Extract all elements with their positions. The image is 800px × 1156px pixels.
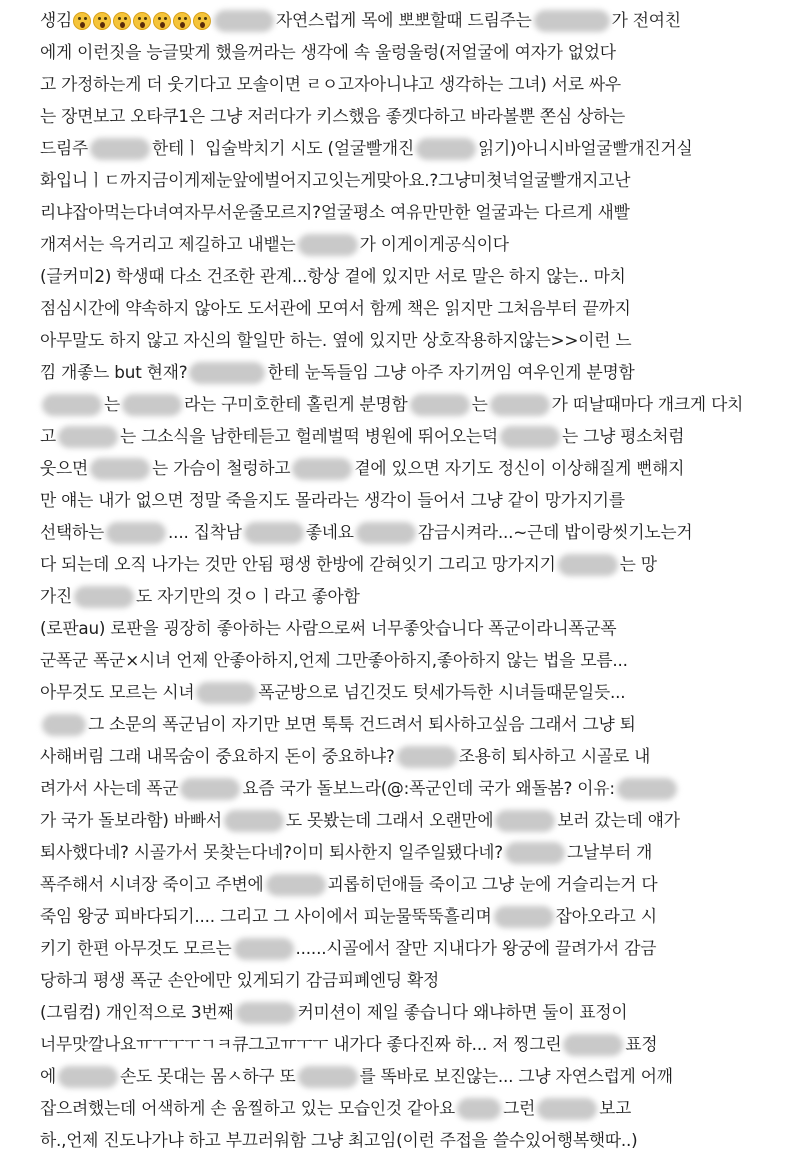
- line-text: 가진: [40, 586, 73, 606]
- line-text: 표정: [625, 1034, 658, 1054]
- redacted-name: [298, 1066, 358, 1088]
- text-line: [40, 708, 790, 740]
- line-text: 려가서 사는데 폭군: [40, 778, 179, 798]
- line-text: (그림컴) 개인적으로 3번째: [40, 1002, 234, 1022]
- line-text: 한테ㅣ 입술박치기 시도 (얼굴빨개진: [152, 138, 414, 158]
- redacted-name: [537, 1098, 597, 1120]
- scream-emoji-icon: [93, 12, 111, 30]
- scream-emoji-icon: [113, 12, 131, 30]
- line-text: 군폭군 폭군×시녀 언제 안좋아하지,언제 그만좋아하지,좋아하지 않는 법을 모름...: [40, 650, 628, 670]
- redacted-name: [244, 522, 304, 544]
- line-text: 잡으려했는데 어색하게 손 움찔하고 있는 모습인것 같아요: [40, 1098, 456, 1118]
- line-text: 선택하는: [40, 522, 105, 542]
- text-line: [40, 1124, 790, 1156]
- text-line: [40, 964, 790, 996]
- redacted-name: [416, 138, 476, 160]
- line-text: 너무맛깔나요ㅠㅜㅜㅜㄱㅋ큐그고ㅠㅜㅜ 내가다 좋다진짜 하... 저 찡그린: [40, 1034, 562, 1054]
- line-text: 폭군방으로 넘긴것도 텃세가득한 시녀들때문일듯...: [258, 682, 626, 702]
- text-line: [40, 1092, 790, 1124]
- text-line: [40, 644, 790, 676]
- line-text: 손도 못대는 몸ㅅ하구 또: [120, 1066, 296, 1086]
- redacted-name: [397, 746, 457, 768]
- line-text: 폭주해서 시녀장 죽이고 주변에: [40, 874, 264, 894]
- text-line: [40, 868, 790, 900]
- text-line: [40, 516, 790, 548]
- line-text: 고: [40, 426, 57, 446]
- redacted-name: [90, 458, 150, 480]
- line-text: 커미션이 제일 좋습니다 왜냐하면 둘이 표정이: [297, 1002, 628, 1022]
- redacted-name: [234, 938, 294, 960]
- line-text: 도 못봤는데 그래서 오랜만에: [285, 810, 494, 830]
- text-line: [40, 484, 790, 516]
- line-text: 다 되는데 오직 나가는 것만 안됨 평생 한방에 갇혀잇기 그리고 망가지기: [40, 554, 556, 574]
- redacted-name: [563, 1034, 623, 1056]
- line-text: .... 집착남: [168, 522, 242, 542]
- line-text: 자연스럽게 목에 뽀뽀할때 드림주는: [276, 10, 532, 30]
- scream-emoji-icon: [73, 12, 91, 30]
- line-text: 한테 눈독들임 그냥 아주 자기꺼임 여우인게 분명함: [267, 362, 635, 382]
- text-line: [40, 900, 790, 932]
- redacted-name: [494, 906, 554, 928]
- text-line: [40, 676, 790, 708]
- line-text: 낌 개좋느 but 현재?: [40, 362, 188, 382]
- redacted-name: [410, 394, 470, 416]
- line-text: 좋네요: [305, 522, 354, 542]
- line-text: 는 그냥 평소처럼: [561, 426, 685, 446]
- text-line: [40, 580, 790, 612]
- scream-emoji-icon: [193, 12, 211, 30]
- text-line: [40, 388, 790, 420]
- line-text: 죽임 왕궁 피바다되기.... 그리고 그 사이에서 피눈물뚝뚝흘리며: [40, 906, 492, 926]
- redacted-name: [298, 234, 358, 256]
- redacted-name: [266, 874, 326, 896]
- redacted-name: [214, 10, 274, 32]
- redacted-name: [189, 362, 265, 384]
- line-text: 키기 한편 아무것도 모르는: [40, 938, 232, 958]
- redacted-name: [558, 554, 618, 576]
- redacted-name: [490, 394, 550, 416]
- text-line: [40, 260, 790, 292]
- text-line: [40, 932, 790, 964]
- text-line: [40, 36, 790, 68]
- line-text: 아무말도 하지 않고 자신의 할일만 하는. 옆에 있지만 상호작용하지않는>>이런 느: [40, 330, 632, 350]
- text-line: [40, 1060, 790, 1092]
- redacted-name: [58, 426, 118, 448]
- line-text: 보고: [599, 1098, 632, 1118]
- line-text: (로판au) 로판을 굉장히 좋아하는 사람으로써 너무좋앗습니다 폭군이라니폭군폭: [40, 618, 617, 638]
- line-text: 드림주: [40, 138, 89, 158]
- line-text: 도 자기만의 것ㅇㅣ라고 좋아함: [136, 586, 360, 606]
- line-text: 웃으면: [40, 458, 89, 478]
- line-text: 당하긔 평생 폭군 손안에만 있게되기 감금피폐엔딩 확정: [40, 970, 440, 990]
- line-text: 개져서는 윽거리고 제길하고 내뱉는: [40, 234, 296, 254]
- text-line: [40, 324, 790, 356]
- line-text: 화입니ㅣㄷ까지금이게제눈앞에벌어지고잇는게맞아요.?그냥미쳣넉얼굴빨개지고난: [40, 170, 631, 190]
- scream-emoji-icon: [153, 12, 171, 30]
- redacted-name: [534, 10, 610, 32]
- line-text: 사해버림 그래 내목숨이 중요하지 돈이 중요하냐?: [40, 746, 395, 766]
- redacted-name: [180, 778, 240, 800]
- text-line: [40, 996, 790, 1028]
- line-text: 그런: [503, 1098, 536, 1118]
- line-text: 그날부터 개: [566, 842, 653, 862]
- line-text: 괴롭히던애들 죽이고 그냥 눈에 거슬리는거 다: [327, 874, 658, 894]
- line-text: 보러 갔는데 얘가: [557, 810, 680, 830]
- redacted-name: [292, 458, 352, 480]
- redacted-name: [500, 426, 560, 448]
- text-line: [40, 548, 790, 580]
- line-text: 그 소문의 폭군님이 자기만 보면 툭툭 건드려서 퇴사하고싶음 그래서 그냥 퇴: [88, 714, 636, 734]
- line-text: 가 떠날때마다 개크게 다치: [551, 394, 744, 414]
- text-line: [40, 420, 790, 452]
- line-text: 라는 구미호한테 홀린게 분명함: [184, 394, 408, 414]
- text-line: [40, 356, 790, 388]
- scream-emoji-icon: [173, 12, 191, 30]
- text-line: [40, 292, 790, 324]
- text-line: [40, 772, 790, 804]
- text-line: [40, 132, 790, 164]
- redacted-name: [42, 394, 102, 416]
- line-text: 요즘 국가 돌보느라(@:폭군인데 국가 왜돌봄? 이유:: [242, 778, 615, 798]
- redacted-name: [90, 138, 150, 160]
- scream-emoji-icon: [133, 12, 151, 30]
- line-text: 가 국가 돌보라함) 바빠서: [40, 810, 222, 830]
- text-line: [40, 164, 790, 196]
- redacted-name: [224, 810, 284, 832]
- line-text: 는 그소식을 남한테듣고 헐레벌떡 병원에 뛰어오는덕: [120, 426, 498, 446]
- text-line: [40, 612, 790, 644]
- line-text: 감금시켜라...~근데 밥이랑씻기노는거: [417, 522, 693, 542]
- line-text: 는: [104, 394, 121, 414]
- line-text: 가 이게이게공식이다: [359, 234, 509, 254]
- line-text: ......시골에서 잘만 지내다가 왕궁에 끌려가서 감금: [295, 938, 657, 958]
- line-text: 는: [471, 394, 488, 414]
- line-text: 잡아오라고 시: [555, 906, 657, 926]
- line-text: 고 가정하는게 더 웃기다고 모솔이면 ㄹㅇ고자아니냐고 생각하는 그녀) 서로 싸우: [40, 74, 621, 94]
- redacted-name: [196, 682, 256, 704]
- line-text: 하.,언제 진도나가냐 하고 부끄러워함 그냥 최고임(이런 주접을 쓸수있어행복햇따..): [40, 1130, 638, 1150]
- line-text: 조용히 퇴사하고 시골로 내: [458, 746, 651, 766]
- line-text: 읽기)아니시바얼굴빨개진거실: [477, 138, 693, 158]
- redacted-name: [106, 522, 166, 544]
- line-text: 를 똑바로 보진않는... 그냥 자연스럽게 어깨: [359, 1066, 673, 1086]
- redacted-name: [495, 810, 555, 832]
- line-text: 리냐잡아먹는다녀여자무서운줄모르지?얼굴평소 여유만만한 얼굴과는 다르게 새빨: [40, 202, 630, 222]
- text-line: [40, 740, 790, 772]
- line-text: 에게 이런짓을 능글맞게 했을꺼라는 생각에 속 울렁울렁(저얼굴에 여자가 없었다: [40, 42, 616, 62]
- redacted-name: [58, 1066, 118, 1088]
- line-text: 아무것도 모르는 시녀: [40, 682, 195, 702]
- line-text: 생김: [40, 10, 73, 30]
- text-line: [40, 68, 790, 100]
- redacted-name: [236, 1002, 296, 1024]
- redacted-name: [505, 842, 565, 864]
- text-line: [40, 1028, 790, 1060]
- text-line: [40, 452, 790, 484]
- line-text: 는 장면보고 오타쿠1은 그냥 저러다가 키스했음 좋겟다하고 바라볼뿐 쫀심 상하는: [40, 106, 626, 126]
- redacted-name: [356, 522, 416, 544]
- line-text: 퇴사했다네? 시골가서 못찾는다네?이미 퇴사한지 일주일됐다네?: [40, 842, 503, 862]
- text-line: [40, 4, 790, 36]
- text-line: [40, 804, 790, 836]
- redacted-name: [457, 1098, 501, 1120]
- line-text: 는 망: [619, 554, 657, 574]
- line-text: 점심시간에 약속하지 않아도 도서관에 모여서 함께 책은 읽지만 그처음부터 끝까지: [40, 298, 631, 318]
- redacted-name: [617, 778, 677, 800]
- line-text: 에: [40, 1066, 57, 1086]
- redacted-name: [74, 586, 134, 608]
- line-text: 는 가슴이 철렁하고: [152, 458, 291, 478]
- text-line: [40, 196, 790, 228]
- redacted-name: [42, 714, 86, 736]
- text-line: [40, 836, 790, 868]
- line-text: 가 전여친: [611, 10, 681, 30]
- line-text: (글커미2) 학생때 다소 건조한 관계...항상 곁에 있지만 서로 말은 하지 않는.. 마치: [40, 266, 626, 286]
- redacted-name: [122, 394, 182, 416]
- line-text: 만 얘는 내가 없으면 정말 죽을지도 몰라라는 생각이 들어서 그냥 같이 망가지기를: [40, 490, 625, 510]
- text-line: [40, 228, 790, 260]
- line-text: 곁에 있으면 자기도 정신이 이상해질게 뻔해지: [354, 458, 685, 478]
- text-line: [40, 100, 790, 132]
